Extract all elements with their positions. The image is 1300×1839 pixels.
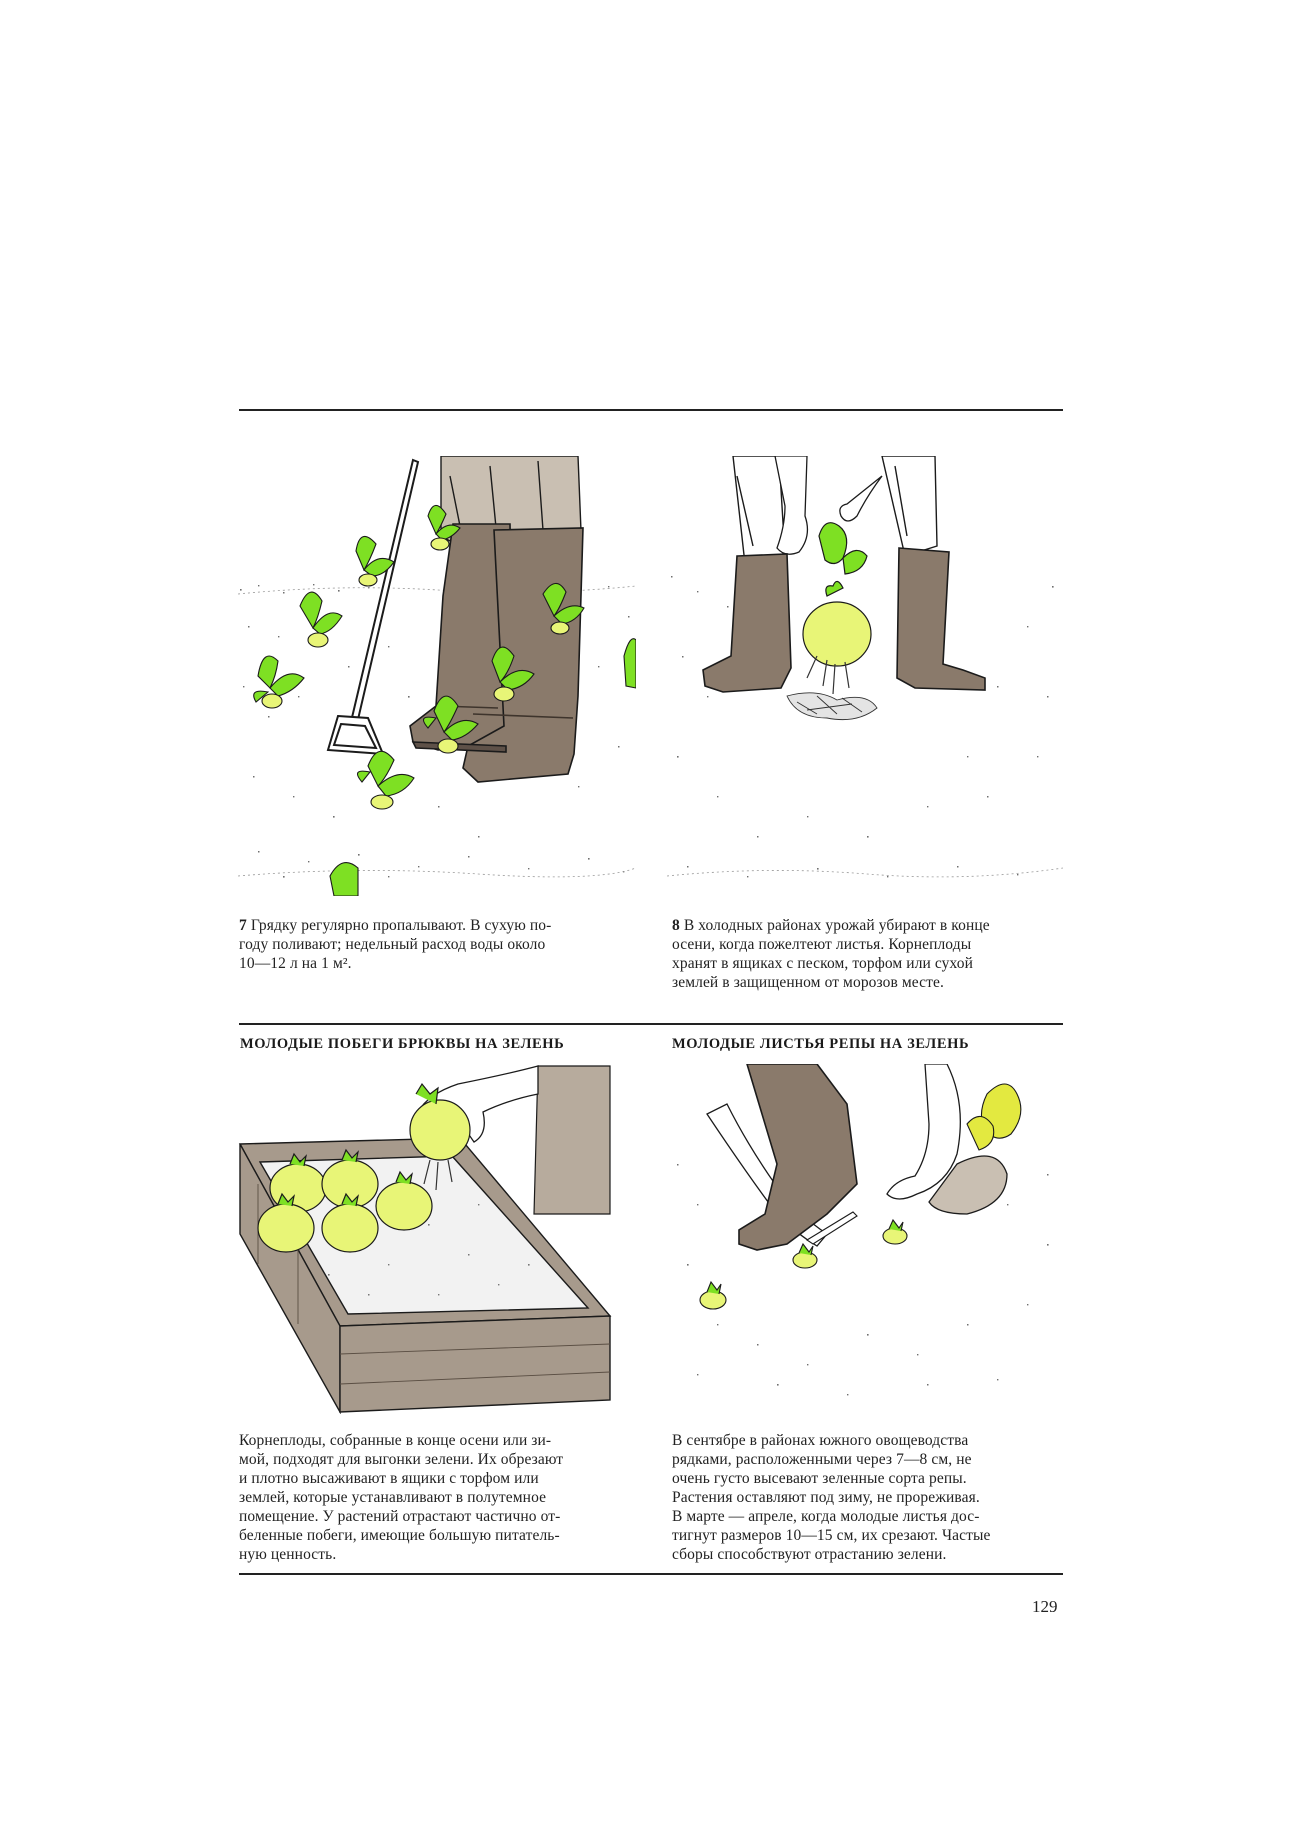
caption-line: году поливают; недельный расход воды около [239, 936, 546, 953]
text-line: тигнут размеров 10—15 см, их срезают. Частые [672, 1527, 991, 1544]
figure-rutabaga-crate [238, 1064, 636, 1414]
middle-rule [239, 1023, 1063, 1025]
beet-plant [358, 751, 415, 809]
figure-turnip-leaves [667, 1064, 1063, 1414]
text-line: сборы способствуют отрастанию зелени. [672, 1546, 947, 1563]
hoe [328, 460, 418, 754]
page-number: 129 [1032, 1597, 1058, 1616]
turnip [883, 1220, 907, 1244]
caption-line: землей в защищенном от морозов месте. [672, 974, 944, 991]
earth-clump [787, 693, 877, 720]
text-line: Растения оставляют под зиму, не прореживая. [672, 1489, 980, 1506]
bottom-rule [239, 1573, 1063, 1575]
beet-plant [330, 863, 358, 896]
turnip [793, 1244, 817, 1268]
caption-step-7 [239, 916, 634, 973]
text-line: рядками, расположенными через 7—8 см, не [672, 1451, 972, 1468]
text-line: беленные побеги, имеющие большую питатель- [239, 1527, 560, 1544]
section-heading-turnip: МОЛОДЫЕ ЛИСТЬЯ РЕПЫ НА ЗЕЛЕНЬ [672, 1036, 970, 1052]
step-number: 8 [672, 917, 680, 934]
text-line: Корнеплоды, собранные в конце осени или зи- [239, 1432, 552, 1449]
top-rule [239, 409, 1063, 411]
section-heading-rutabaga: МОЛОДЫЕ ПОБЕГИ БРЮКВЫ НА ЗЕЛЕНЬ [240, 1036, 565, 1052]
hand [840, 476, 882, 521]
text-line: и плотно высаживают в ящики с торфом или [239, 1470, 539, 1487]
figure-8-harvesting [667, 456, 1063, 896]
text-line: ную ценность. [239, 1546, 337, 1563]
caption-line: 8 В холодных районах урожай убирают в конце [672, 917, 990, 934]
caption-line: осени, когда пожелтеют листья. Корнеплоды [672, 936, 972, 953]
caption-line: 10—12 л на 1 м². [239, 955, 352, 972]
turnip [700, 1282, 726, 1309]
text-line: В сентябре в районах южного овощеводства [672, 1432, 969, 1449]
text-line: помещение. У растений отрастают частично от- [239, 1508, 561, 1525]
turnip-pulled [803, 523, 871, 694]
turnip-leaves-bunch [967, 1084, 1021, 1150]
trousers [534, 1066, 610, 1214]
beet-plant [624, 639, 636, 688]
beet-plant [254, 656, 304, 708]
text-line: землей, которые устанавливают в полутемное [239, 1489, 547, 1506]
caption-line: хранят в ящиках с песком, торфом или сухой [672, 955, 974, 972]
text-line: мой, подходят для выгонки зелени. Их обрезают [239, 1451, 564, 1468]
text-line: В марте — апреле, когда молодые листья дос- [672, 1508, 980, 1525]
text-line: очень густо высевают зеленные сорта репы. [672, 1470, 967, 1487]
caption-line: 7 Грядку регулярно пропалывают. В сухую по- [239, 917, 552, 934]
section-text-turnip [672, 1431, 1072, 1564]
caption-step-8 [672, 916, 1067, 992]
step-number: 7 [239, 917, 247, 934]
beet-plant [300, 592, 342, 647]
section-text-rutabaga [239, 1431, 639, 1564]
figure-7-hoeing [238, 456, 636, 896]
